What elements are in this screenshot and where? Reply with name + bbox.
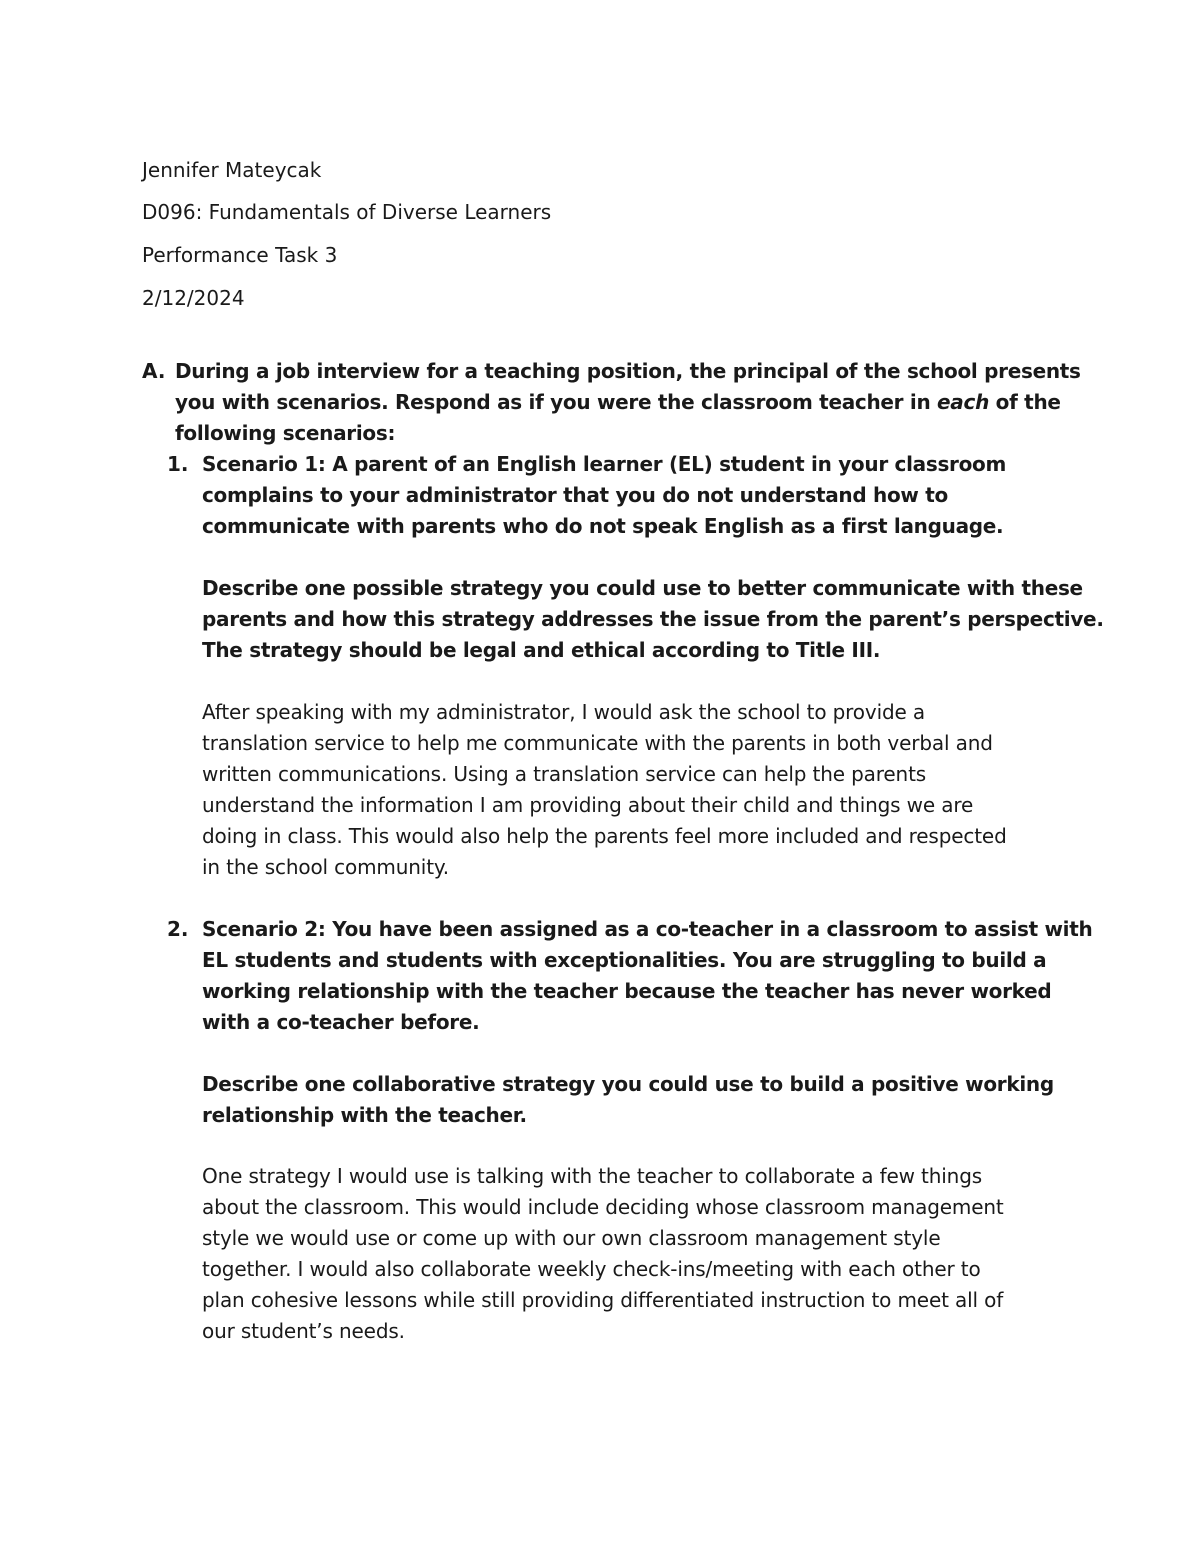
scenario-2-line: working relationship with the teacher because the teacher has never worked (202, 979, 1052, 1003)
prompt-emphasis-each: each (937, 390, 990, 414)
question-1-line: Describe one possible strategy you could use to better communicate with these (202, 576, 1083, 600)
answer-1-line: After speaking with my administrator, I would ask the school to provide a (202, 700, 925, 724)
question-1-line: The strategy should be legal and ethical according to Title III. (202, 638, 881, 662)
course-title: D096: Fundamentals of Diverse Learners (142, 200, 552, 224)
answer-2-line: our student’s needs. (202, 1319, 405, 1343)
scenario-1-line: complains to your administrator that you do not understand how to (202, 483, 948, 507)
answer-2-line: One strategy I would use is talking with the teacher to collaborate a few things (202, 1164, 983, 1188)
prompt-line-2-end: of the (989, 390, 1061, 414)
answer-1-line: understand the information I am providing about their child and things we are (202, 793, 974, 817)
question-2-line: Describe one collaborative strategy you could use to build a positive working (202, 1072, 1054, 1096)
answer-1-line: written communications. Using a translation service can help the parents (202, 762, 927, 786)
section-a-prompt (175, 356, 1081, 449)
student-name: Jennifer Mateycak (142, 158, 322, 182)
section-a-marker: A. (142, 359, 166, 383)
answer-1-line: translation service to help me communicate with the parents in both verbal and (202, 731, 993, 755)
answer-2-line: plan cohesive lessons while still providing differentiated instruction to meet all of (202, 1288, 1004, 1312)
prompt-line-1: During a job interview for a teaching position, the principal of the school presents (175, 359, 1081, 383)
answer-2-line: about the classroom. This would include deciding whose classroom management (202, 1195, 1004, 1219)
scenario-1-line: Scenario 1: A parent of an English learner (EL) student in your classroom (202, 452, 1007, 476)
prompt-line-3: following scenarios: (175, 421, 396, 445)
answer-2-line: style we would use or come up with our own classroom management style (202, 1226, 941, 1250)
scenario-1-answer (202, 697, 1007, 883)
scenario-1-text (202, 449, 1006, 542)
scenario-2-question (202, 1069, 1054, 1131)
question-1-line: parents and how this strategy addresses the issue from the parent’s perspective. (202, 607, 1104, 631)
scenario-2-line: Scenario 2: You have been assigned as a co-teacher in a classroom to assist with (202, 917, 1093, 941)
scenario-2-answer (202, 1161, 1004, 1347)
answer-1-line: in the school community. (202, 855, 449, 879)
scenario-1-question (202, 573, 1104, 666)
item-1-marker: 1. (167, 452, 189, 476)
scenario-1-line: communicate with parents who do not speak English as a first language. (202, 514, 1004, 538)
scenario-2-text (202, 914, 1092, 1038)
scenario-2-line: with a co-teacher before. (202, 1010, 480, 1034)
item-2-marker: 2. (167, 917, 189, 941)
prompt-line-2-start: you with scenarios. Respond as if you were the classroom teacher in (175, 390, 938, 414)
question-2-line: relationship with the teacher. (202, 1103, 527, 1127)
answer-2-line: together. I would also collaborate weekly check-ins/meeting with each other to (202, 1257, 981, 1281)
answer-1-line: doing in class. This would also help the parents feel more included and respected (202, 824, 1007, 848)
scenario-2-line: EL students and students with exceptionalities. You are struggling to build a (202, 948, 1047, 972)
task-title: Performance Task 3 (142, 243, 338, 267)
document-date: 2/12/2024 (142, 286, 245, 310)
prompt-line-2 (175, 387, 1081, 418)
